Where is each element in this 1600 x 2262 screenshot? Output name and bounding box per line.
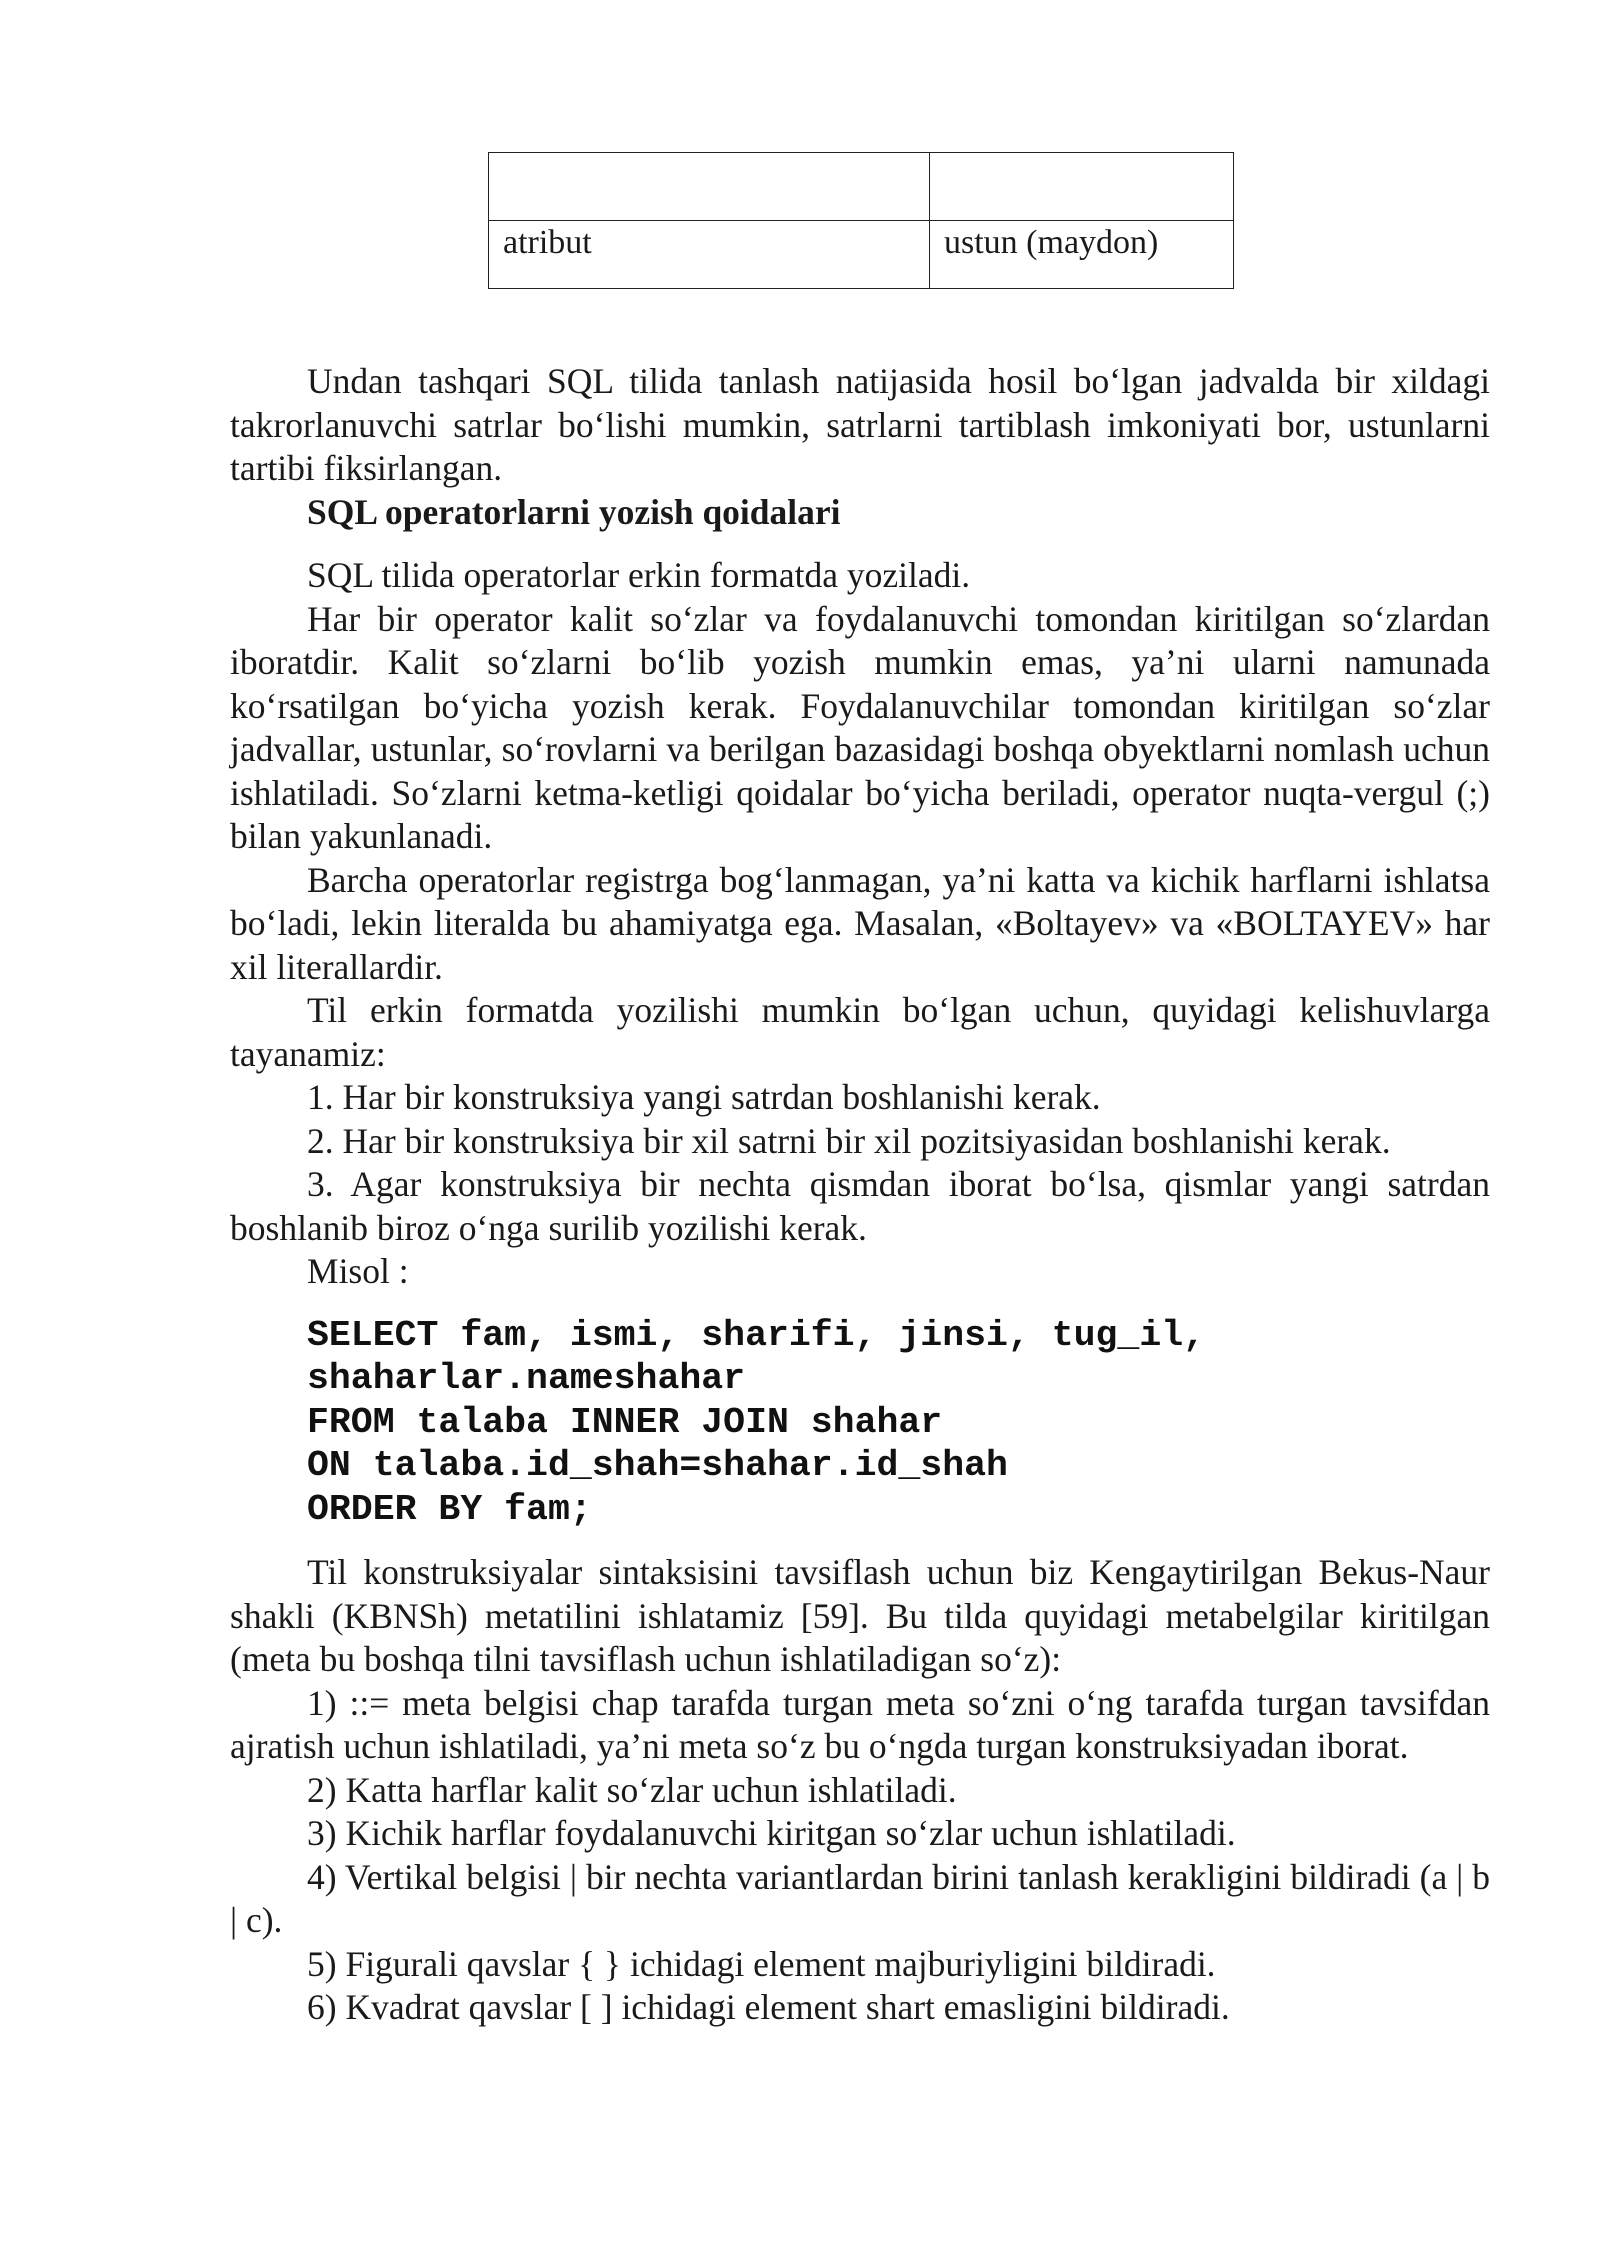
code-line: SELECT fam, ismi, sharifi, jinsi, tug_il, [307, 1314, 1206, 1356]
code-line: FROM talaba INNER JOIN shahar [307, 1401, 943, 1443]
code-line: ON talaba.id_shah=shahar.id_shah [307, 1445, 1008, 1486]
list-item: 1. Har bir konstruksiya yangi satrdan boshlanishi kerak. [307, 1077, 1101, 1117]
list-item: 4) Vertikal belgisi | bir nechta variantlardan birini tanlash kerakligini bildiradi (a | b | c). [230, 1856, 1490, 1940]
list-item: 6) Kvadrat qavslar [ ] ichidagi element shart emasligini bildiradi. [307, 1987, 1230, 2027]
section-heading: SQL operatorlarni yozish qoidalari [307, 491, 841, 532]
example-label: Misol : [307, 1251, 409, 1291]
list-item: 1) ::= meta belgisi chap tarafda turgan meta so‘zni o‘ng tarafda turgan tavsifdan ajratish uchun ishlatiladi, ya’ni meta so‘z bu o‘ngda turgan konstruksiyadan iborat. [230, 1682, 1490, 1766]
code-line: ORDER BY fam; [307, 1488, 592, 1530]
code-line: shaharlar.nameshahar [307, 1358, 746, 1399]
paragraph: SQL tilida operatorlar erkin formatda yoziladi. [307, 555, 971, 595]
table-row [489, 221, 1234, 289]
mapping-table [488, 152, 1234, 289]
table-cell [489, 153, 930, 221]
list-item: 2) Katta harflar kalit so‘zlar uchun ishlatiladi. [307, 1769, 957, 1810]
paragraph: Til konstruksiyalar sintaksisini tavsiflash uchun biz Kengaytirilgan Bekus-Naur shakli (KBNSh) metatilini ishlatamiz [59]. Bu tilda quyidagi metabelgilar kiritilgan (meta bu boshqa tilni tavsiflash uchun ishlatiladigan so‘z): [230, 1552, 1490, 1679]
table-cell: ustun (maydon) [930, 221, 1234, 289]
list-item: 5) Figurali qavslar { } ichidagi element majburiyligini bildiradi. [307, 1943, 1216, 1984]
table-cell: atribut [489, 221, 930, 289]
table-cell [930, 153, 1234, 221]
paragraph: Til erkin formatda yozilishi mumkin bo‘lgan uchun, quyidagi kelishuvlarga tayanamiz: [230, 990, 1490, 1074]
paragraph: Har bir operator kalit so‘zlar va foydalanuvchi tomondan kiritilgan so‘zlardan iboratdir. Kalit so‘zlarni bo‘lib yozish mumkin emas, ya’ni ularni namunada ko‘rsatilgan bo‘yicha yozish kerak. Foydalanuvchilar tomondan kiritilgan so‘zlar jadvallar, ustunlar, so‘rovlarni va berilgan bazasidagi boshqa obyektlarni nomlash uchun ishlatiladi. So‘zlarni ketma-ketligi qoidalar bo‘yicha beriladi, operator nuqta-vergul (;) bilan yakunlanadi. [230, 598, 1490, 856]
paragraph: Barcha operatorlar registrga bog‘lanmagan, ya’ni katta va kichik harflarni ishlatsa bo‘ladi, lekin literalda bu ahamiyatga ega. Masalan, «Boltayev» va «BOLTAYEV» har xil literallardir. [230, 859, 1490, 987]
list-item: 3. Agar konstruksiya bir nechta qismdan iborat bo‘lsa, qismlar yangi satrdan boshlanib biroz o‘nga surilib yozilishi kerak. [230, 1164, 1490, 1248]
paragraph: Undan tashqari SQL tilida tanlash natijasida hosil bo‘lgan jadvalda bir xildagi takrorlanuvchi satrlar bo‘lishi mumkin, satrlarni tartiblash imkoniyati bor, ustunlarni tartibi fiksirlangan. [230, 361, 1490, 488]
list-item: 2. Har bir konstruksiya bir xil satrni bir xil pozitsiyasidan boshlanishi kerak. [307, 1120, 1391, 1161]
body-text [230, 360, 1490, 2030]
sql-code-block [307, 1314, 1490, 1532]
table-row [489, 153, 1234, 221]
list-item: 3) Kichik harflar foydalanuvchi kiritgan so‘zlar uchun ishlatiladi. [307, 1813, 1236, 1853]
